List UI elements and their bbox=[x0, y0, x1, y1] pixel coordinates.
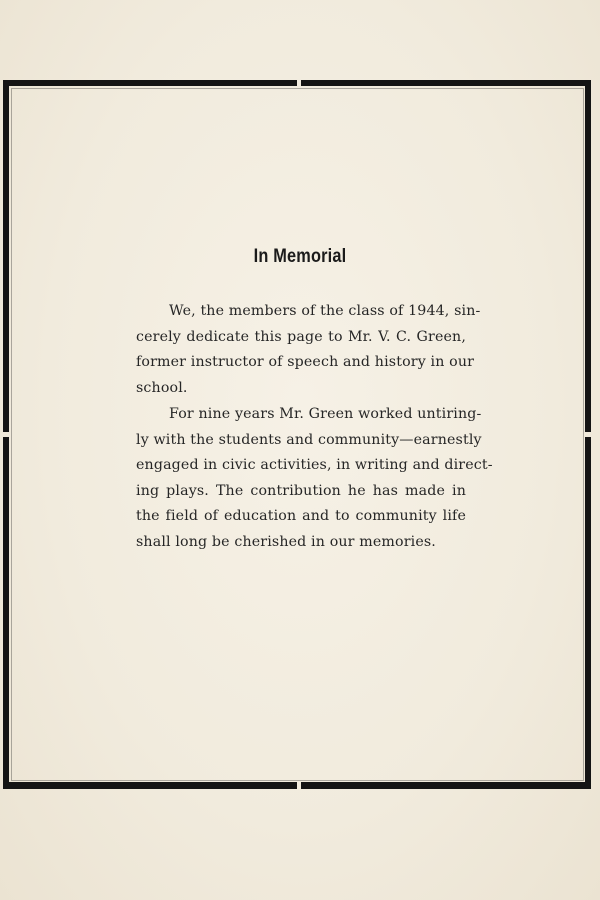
paragraph-line: cerely dedicate this page to Mr. V. C. Green, bbox=[136, 328, 466, 345]
border-left-lower bbox=[3, 437, 9, 789]
paragraph-line: the field of education and to community life bbox=[136, 508, 466, 524]
border-top-left bbox=[3, 80, 297, 86]
border-bottom-right bbox=[301, 782, 591, 789]
paragraph-line: school. bbox=[136, 379, 188, 396]
paragraph-line: For nine years Mr. Green worked untiring- bbox=[169, 406, 482, 422]
border-left-upper bbox=[3, 80, 9, 432]
paragraph-line: We, the members of the class of 1944, sin- bbox=[169, 303, 481, 319]
border-right-upper bbox=[585, 80, 591, 432]
paragraph-line: former instructor of speech and history in our bbox=[136, 354, 475, 370]
border-right-lower bbox=[585, 437, 591, 789]
border-top-right bbox=[301, 80, 591, 86]
dedication-paragraph bbox=[136, 299, 481, 401]
paragraph-line: ing plays. The contribution he has made in bbox=[136, 482, 466, 499]
page-title: In Memorial bbox=[253, 246, 347, 267]
paragraph-line: shall long be cherished in our memories. bbox=[136, 533, 436, 550]
paragraph-line: engaged in civic activities, in writing and direct- bbox=[136, 457, 493, 473]
border-bottom-left bbox=[3, 782, 297, 789]
paragraph-line: ly with the students and community—earnestly bbox=[136, 431, 482, 448]
tribute-paragraph bbox=[136, 402, 493, 555]
